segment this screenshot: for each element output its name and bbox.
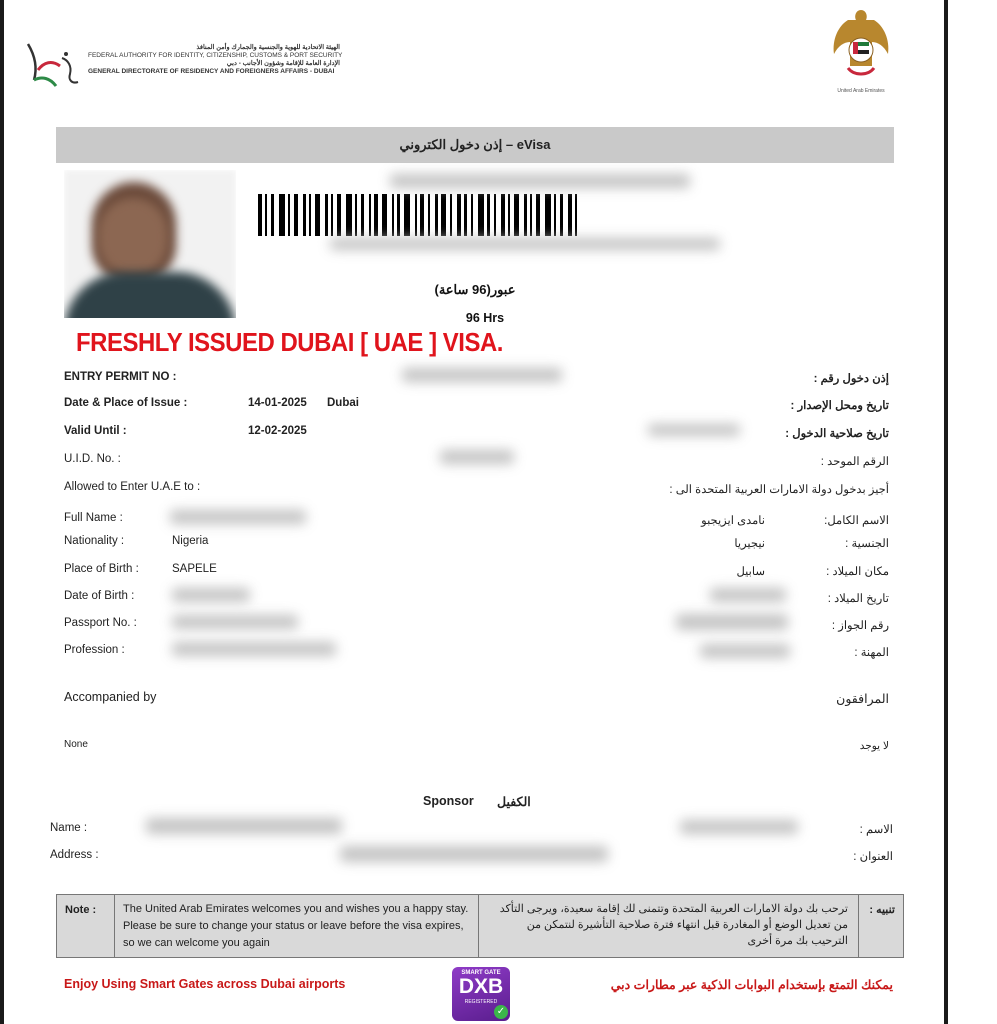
barcode-bar <box>441 194 446 236</box>
birth-date-label: Date of Birth : <box>64 590 135 602</box>
sponsor-address-redacted <box>340 846 608 862</box>
note-label-ar: تنبيه : <box>869 904 895 916</box>
authority-ar: الهيئة الاتحادية للهوية والجنسية والجمارك وأمن المنافذ <box>196 44 340 51</box>
barcode-bar <box>530 194 532 236</box>
barcode-bar <box>420 194 424 236</box>
barcode-bar <box>450 194 452 236</box>
directorate-ar: الإدارة العامة للإقامة وشؤون الأجانب - دبي <box>226 60 340 67</box>
sponsor-name-redacted <box>146 818 342 834</box>
evisa-title-bar: إذن دخول الكتروني – eVisa <box>56 127 894 163</box>
full-name-label-ar: الاسم الكامل: <box>824 515 889 527</box>
uid-label: U.I.D. No. : <box>64 453 121 465</box>
barcode-bar <box>288 194 290 236</box>
birth-date-redacted <box>172 588 250 602</box>
barcode-bar <box>361 194 364 236</box>
barcode-bar <box>337 194 341 236</box>
entry-permit-label-ar: إذن دخول رقم : <box>813 373 889 385</box>
note-label: Note : <box>65 904 97 916</box>
valid-until-ar-redacted <box>648 424 740 436</box>
barcode-bar <box>355 194 357 236</box>
barcode-bar <box>369 194 371 236</box>
passport-label: Passport No. : <box>64 617 137 629</box>
barcode-bar <box>294 194 298 236</box>
profession-label-ar: المهنة : <box>854 647 889 659</box>
birth-place-value: SAPELE <box>172 563 217 575</box>
barcode-bar <box>397 194 400 236</box>
sponsor-name-label: Name : <box>50 822 88 834</box>
issue-label: Date & Place of Issue : <box>64 397 188 409</box>
barcode-bar <box>265 194 267 236</box>
valid-until-value: 12-02-2025 <box>248 425 307 437</box>
dubai-residency-logo <box>20 36 82 94</box>
badge-bottom-text: REGISTERED <box>464 999 498 1005</box>
barcode-number-redacted <box>390 174 690 188</box>
barcode-bar <box>471 194 473 236</box>
birth-place-label: Place of Birth : <box>64 563 139 575</box>
sponsor-title-ar: الكفيل <box>497 795 531 809</box>
barcode-caption-redacted <box>330 238 720 250</box>
barcode-bar <box>478 194 484 236</box>
uid-redacted <box>440 450 514 464</box>
sponsor-address-label: Address : <box>50 849 99 861</box>
note-text-ar: ترحب بك دولة الامارات العربية المتحدة وتتمنى لك إقامة سعيدة، ويرجى التأكد من تعديل الوضع أو المغادرة قبل انتهاء فترة صلاحية التأشيرة لنتمكن من الترحيب بك مرة أخرى <box>499 903 848 947</box>
birth-date-ar-redacted <box>710 588 786 602</box>
barcode-bar <box>382 194 387 236</box>
smart-gates-ar: يمكنك التمتع بإستخدام البوابات الذكية عبر مطارات دبي <box>610 978 893 992</box>
entry-permit-redacted <box>402 368 562 382</box>
issue-date: 14-01-2025 <box>248 397 307 409</box>
barcode-bar <box>279 194 285 236</box>
accompanied-value: None <box>64 739 88 750</box>
nationality-label-ar: الجنسية : <box>845 538 889 550</box>
barcode-bar <box>508 194 510 236</box>
note-label-ar-cell <box>859 895 903 957</box>
valid-until-label-ar: تاريخ صلاحية الدخول : <box>785 428 889 440</box>
note-label-cell <box>57 895 115 957</box>
badge-top-text: SMART GATE <box>461 970 501 976</box>
barcode-bar <box>258 194 262 236</box>
barcode-bar <box>457 194 461 236</box>
birth-place-value-ar: سابيل <box>736 566 765 578</box>
full-name-label: Full Name : <box>64 512 123 524</box>
barcode-bar <box>315 194 320 236</box>
barcode-bar <box>303 194 306 236</box>
accompanied-label-ar: المرافقون <box>836 692 889 706</box>
uae-emblem-icon <box>826 6 896 90</box>
full-name-redacted <box>170 510 306 524</box>
accompanied-label: Accompanied by <box>64 690 157 704</box>
barcode-bar <box>514 194 519 236</box>
barcode-bar <box>415 194 417 236</box>
frame-left-border <box>0 0 4 1024</box>
birth-date-label-ar: تاريخ الميلاد : <box>827 593 889 605</box>
smart-gate-dxb-badge <box>452 967 510 1021</box>
visa-type-en: 96 Hrs <box>465 311 505 325</box>
barcode-bar <box>568 194 572 236</box>
applicant-photo <box>64 170 236 318</box>
issue-place: Dubai <box>327 397 359 409</box>
barcode-bar <box>524 194 527 236</box>
uid-label-ar: الرقم الموحد : <box>820 456 889 468</box>
smart-gates-en: Enjoy Using Smart Gates across Dubai airports <box>64 977 346 991</box>
accompanied-value-ar: لا يوجد <box>859 740 889 752</box>
valid-until-label: Valid Until : <box>64 425 127 437</box>
profession-label: Profession : <box>64 644 125 656</box>
full-name-value-ar: نامدى ايزيجبو <box>701 515 765 527</box>
barcode-bar <box>309 194 311 236</box>
nationality-value-ar: نيجيريا <box>734 538 765 550</box>
barcode-bar <box>575 194 577 236</box>
barcode-bar <box>346 194 352 236</box>
barcode-bar <box>374 194 378 236</box>
barcode-bar <box>428 194 430 236</box>
barcode-bar <box>501 194 505 236</box>
barcode-bar <box>536 194 540 236</box>
badge-main-text: DXB <box>458 975 504 998</box>
barcode-bar <box>331 194 333 236</box>
emblem-caption: United Arab Emirates <box>837 88 885 94</box>
passport-ar-redacted <box>676 614 788 630</box>
barcode-bar <box>271 194 274 236</box>
note-text-cell <box>115 895 479 957</box>
note-box <box>56 894 904 958</box>
authority-header-text <box>88 44 342 76</box>
note-text-ar-cell <box>479 895 859 957</box>
profession-ar-redacted <box>700 644 790 658</box>
directorate-en: GENERAL DIRECTORATE OF RESIDENCY AND FOREIGNERS AFFAIRS - DUBAI <box>88 68 335 75</box>
profession-redacted <box>172 642 336 656</box>
barcode-bar <box>392 194 394 236</box>
sponsor-name-ar-redacted <box>680 820 798 834</box>
nationality-value: Nigeria <box>172 535 209 547</box>
nationality-label: Nationality : <box>64 535 125 547</box>
barcode-bar <box>487 194 490 236</box>
sponsor-address-label-ar: العنوان : <box>853 851 893 863</box>
passport-redacted <box>172 615 298 629</box>
freshly-issued-banner: FRESHLY ISSUED DUBAI [ UAE ] VISA. <box>76 327 503 357</box>
barcode-bar <box>554 194 556 236</box>
visa-type-ar: عبور(96 ساعة) <box>434 282 516 297</box>
barcode-bar <box>325 194 328 236</box>
allowed-label: Allowed to Enter U.A.E to : <box>64 481 201 493</box>
sponsor-name-label-ar: الاسم : <box>859 824 893 836</box>
birth-place-label-ar: مكان الميلاد : <box>826 566 889 578</box>
entry-permit-label: ENTRY PERMIT NO : <box>64 371 177 383</box>
passport-label-ar: رقم الجواز : <box>831 620 889 632</box>
visa-barcode <box>258 194 708 236</box>
barcode-bar <box>494 194 496 236</box>
note-text: The United Arab Emirates welcomes you and wishes you a happy stay. Please be sure to change your status or leave before the visa expires, so we can welcome you again <box>123 903 469 949</box>
frame-right-border <box>944 0 948 1024</box>
barcode-bar <box>545 194 551 236</box>
check-icon: ✓ <box>494 1005 508 1019</box>
allowed-label-ar: أجيز بدخول دولة الامارات العربية المتحدة الى : <box>669 484 889 496</box>
barcode-bar <box>435 194 438 236</box>
sponsor-title: Sponsor <box>423 794 474 808</box>
barcode-bar <box>560 194 563 236</box>
issue-label-ar: تاريخ ومحل الإصدار : <box>790 400 889 412</box>
barcode-bar <box>404 194 410 236</box>
authority-en: FEDERAL AUTHORITY FOR IDENTITY, CITIZENSHIP, CUSTOMS & PORT SECURITY <box>88 52 343 59</box>
barcode-bar <box>464 194 467 236</box>
